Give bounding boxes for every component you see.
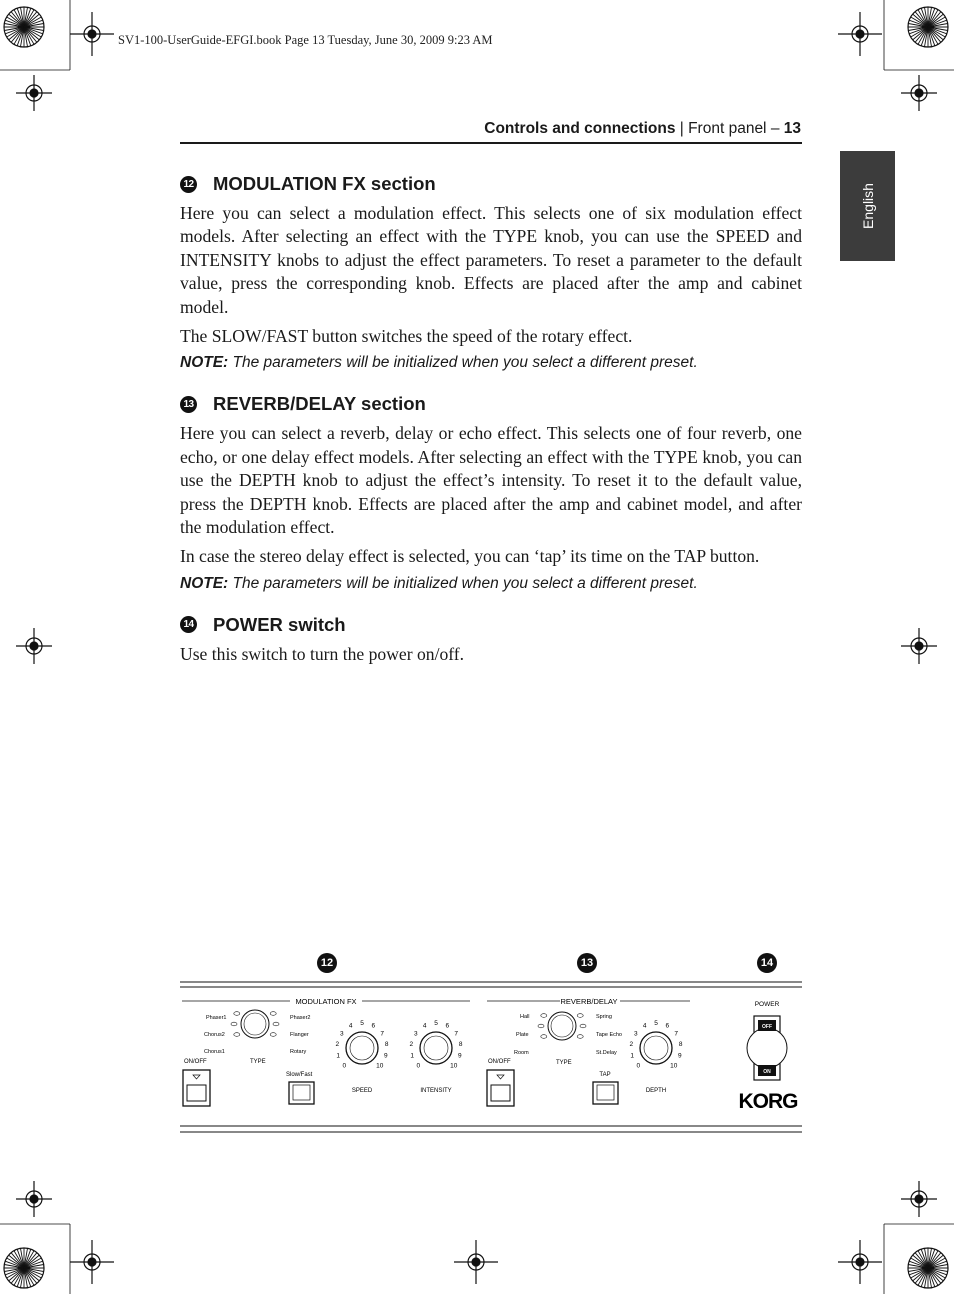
depth-scale-label: 10: [670, 1062, 678, 1070]
type-option-room: Room: [514, 1050, 529, 1056]
reverb-type-led: [541, 1035, 547, 1039]
section-number-badge: 14: [180, 616, 197, 633]
section-heading: [180, 170, 802, 198]
tap-button[interactable]: [593, 1082, 618, 1104]
type-option-phaser1: Phaser1: [206, 1015, 227, 1021]
type-option-phaser2: Phaser2: [290, 1015, 311, 1021]
speed-label: SPEED: [351, 1088, 373, 1094]
reverb-type-led: [580, 1024, 586, 1028]
registration-mark-right-upper: [901, 75, 937, 111]
intensity-scale-label: 0: [416, 1062, 421, 1070]
reverb-delay-title: REVERB/DELAY: [560, 997, 618, 1006]
depth-scale-label: 7: [674, 1030, 679, 1038]
type-option-st-delay: St.Delay: [596, 1050, 617, 1056]
note-label: NOTE:: [180, 354, 229, 372]
registration-mark-left-upper: [16, 75, 52, 111]
speed-scale-label: 6: [371, 1022, 376, 1030]
registration-mark-left-lower: [16, 1181, 52, 1217]
power-off-label: OFF: [762, 1024, 772, 1030]
mod-type-led: [234, 1012, 240, 1016]
mod-type-led: [270, 1012, 276, 1016]
paragraph: Use this switch to turn the power on/off.: [180, 643, 465, 664]
note: [180, 573, 802, 595]
speed-knob[interactable]: [346, 1032, 378, 1064]
depth-label: DEPTH: [645, 1088, 667, 1094]
slow-fast-label: Slow/Fast: [286, 1072, 313, 1078]
page-number: 13: [783, 120, 801, 137]
reverb-type-led: [577, 1035, 583, 1039]
note: [180, 352, 802, 374]
depth-scale-label: 9: [677, 1052, 682, 1060]
registration-mark-right-lower: [901, 1181, 937, 1217]
paragraph: In case the stereo delay effect is selected, you can ‘tap’ its time on the TAP button.: [180, 546, 760, 567]
paragraph: Here you can select a modulation effect. This selects one of six modulation effect models. After selecting an effect with the TYPE knob, you can use the SPEED and INTENSITY knobs to adjust the effect parameters. To reset a parameter to the default value, press the corresponding knob. Effects are placed after the amp and cabinet model.: [180, 203, 802, 317]
front-panel-illustration: [180, 978, 802, 1138]
type-option-chorus1: Chorus1: [204, 1049, 225, 1055]
header-separator: |: [675, 120, 689, 137]
color-star-bottom-left: [4, 1248, 44, 1288]
speed-scale-label: 9: [383, 1052, 388, 1060]
depth-scale-label: 6: [665, 1022, 670, 1030]
intensity-scale-label: 8: [458, 1041, 463, 1049]
header-dash: –: [766, 120, 784, 137]
type-option-spring: Spring: [596, 1014, 612, 1020]
print-slug: SV1-100-UserGuide-EFGI.book Page 13 Tuesday, June 30, 2009 9:23 AM: [118, 33, 493, 47]
slow-fast-button[interactable]: [289, 1082, 314, 1104]
intensity-scale-label: 9: [457, 1052, 462, 1060]
registration-mark-left-middle: [16, 628, 52, 664]
type-option-tape-echo: Tape Echo: [596, 1032, 622, 1038]
section-number-badge: 12: [180, 176, 197, 193]
reverb-type-led: [538, 1024, 544, 1028]
korg-logo: KORG: [738, 1090, 798, 1113]
callout-13: 13: [577, 953, 597, 973]
depth-knob[interactable]: [640, 1032, 672, 1064]
speed-scale-label: 10: [376, 1062, 384, 1070]
main-content: [180, 170, 802, 666]
intensity-label: INTENSITY: [420, 1088, 452, 1094]
registration-mark-right-middle: [901, 628, 937, 664]
intensity-knob[interactable]: [420, 1032, 452, 1064]
mod-onoff-footswitch[interactable]: [183, 1070, 210, 1106]
section-title: Front panel: [688, 120, 767, 137]
intensity-scale-label: 7: [454, 1030, 459, 1038]
reverb-type-led: [577, 1014, 583, 1018]
paragraph: Here you can select a reverb, delay or echo effect. This selects one of four reverb, one echo, or one delay effect models. After selecting an effect with the TYPE knob, you can use the DEPTH knob to adjust the effect’s intensity. To reset it to the default value, press the DEPTH knob. Effects are placed after the amp and cabinet model, and after the modulation effect.: [180, 423, 802, 538]
intensity-scale-label: 2: [409, 1041, 414, 1049]
note-text: The parameters will be initialized when you select a different preset.: [228, 354, 698, 372]
depth-scale-label: 2: [629, 1041, 634, 1049]
power-title: POWER: [754, 1001, 780, 1008]
type-option-rotary: Rotary: [290, 1049, 307, 1055]
mod-type-led: [270, 1033, 276, 1037]
mod-type-led: [231, 1022, 237, 1026]
mod-type-label: TYPE: [250, 1059, 266, 1065]
speed-scale-label: 3: [339, 1030, 344, 1038]
power-on-label: ON: [763, 1069, 771, 1075]
reverb-onoff-footswitch[interactable]: [487, 1070, 514, 1106]
mod-onoff-label: ON/OFF: [184, 1059, 207, 1065]
section-heading: [180, 390, 802, 418]
mod-type-led: [234, 1033, 240, 1037]
mod-type-knob[interactable]: [241, 1010, 269, 1038]
note-text: The parameters will be initialized when you select a different preset.: [228, 574, 698, 592]
speed-scale-label: 4: [348, 1022, 353, 1030]
language-tab-label: English: [859, 183, 876, 229]
speed-scale-label: 2: [335, 1041, 340, 1049]
registration-mark-top-right: [838, 12, 882, 56]
section-number-badge: 13: [180, 396, 197, 413]
speed-scale-label: 5: [360, 1020, 364, 1027]
color-star-top-right: [908, 7, 948, 47]
section-heading: [180, 611, 802, 639]
intensity-scale-label: 4: [422, 1022, 427, 1030]
section-heading-text: POWER switch: [213, 613, 346, 635]
registration-mark-bottom-left: [70, 1240, 114, 1284]
section-heading-text: MODULATION FX section: [213, 173, 436, 194]
note-label: NOTE:: [180, 574, 229, 592]
mod-fx-title: MODULATION FX: [295, 997, 357, 1006]
tap-label: TAP: [599, 1072, 611, 1078]
speed-scale-label: 0: [342, 1062, 347, 1070]
intensity-scale-label: 3: [413, 1030, 418, 1038]
mod-type-led: [273, 1022, 279, 1026]
registration-mark-bottom-center: [454, 1240, 498, 1284]
type-option-chorus2: Chorus2: [204, 1032, 225, 1038]
paragraph: The SLOW/FAST button switches the speed of the rotary effect.: [180, 326, 633, 347]
type-option-hall: Hall: [520, 1014, 530, 1020]
depth-scale-label: 4: [642, 1022, 647, 1030]
intensity-scale-label: 6: [445, 1022, 450, 1030]
reverb-onoff-label: ON/OFF: [488, 1059, 511, 1065]
color-star-bottom-right: [908, 1248, 948, 1288]
reverb-type-led: [541, 1014, 547, 1018]
speed-scale-label: 1: [336, 1052, 341, 1060]
section-heading-text: REVERB/DELAY section: [213, 393, 426, 415]
callout-14: 14: [757, 953, 777, 973]
registration-mark-bottom-right: [838, 1240, 882, 1284]
speed-scale-label: 7: [380, 1030, 385, 1038]
header-rule: [180, 142, 802, 144]
type-option-flanger: Flanger: [290, 1032, 309, 1038]
depth-scale-label: 3: [633, 1030, 638, 1038]
depth-scale-label: 5: [654, 1020, 658, 1027]
registration-mark-top-left: [70, 12, 114, 56]
depth-scale-label: 0: [636, 1062, 641, 1070]
type-option-plate: Plate: [516, 1032, 529, 1038]
intensity-scale-label: 5: [434, 1020, 438, 1027]
reverb-type-label: TYPE: [556, 1060, 572, 1066]
callout-12: 12: [317, 953, 337, 973]
intensity-scale-label: 1: [410, 1052, 415, 1060]
depth-scale-label: 1: [630, 1052, 635, 1060]
intensity-scale-label: 10: [450, 1062, 458, 1070]
running-header: [484, 120, 801, 138]
language-tab: [840, 151, 895, 261]
color-star-top-left: [4, 7, 44, 47]
depth-scale-label: 8: [678, 1041, 683, 1049]
chapter-title: Controls and connections: [484, 120, 676, 137]
speed-scale-label: 8: [384, 1041, 389, 1049]
reverb-type-knob[interactable]: [548, 1012, 576, 1040]
